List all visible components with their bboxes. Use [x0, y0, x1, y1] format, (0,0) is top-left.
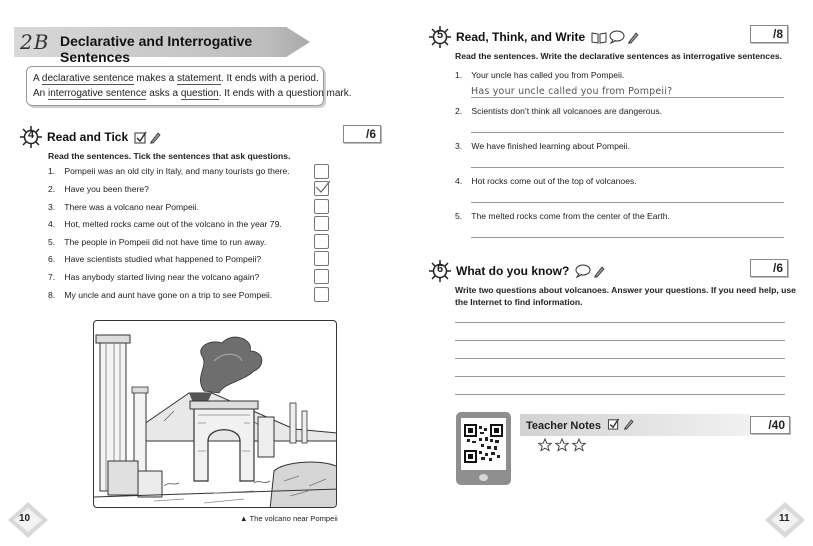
- speech-bubble-icon: [575, 264, 591, 278]
- item-text: Hot rocks come out of the top of volcanoes.: [471, 176, 637, 186]
- page-number-right: 11: [779, 513, 790, 524]
- item-text: The people in Pompeii did not have time to run away.: [64, 237, 267, 247]
- sun-number-badge: [429, 26, 451, 48]
- list-item: [48, 290, 272, 300]
- activity-icons: [134, 131, 161, 144]
- item-number: 3.: [48, 202, 56, 212]
- tablet-qr-device: [456, 412, 511, 485]
- list-item: [48, 219, 282, 229]
- teacher-notes-title: Teacher Notes: [526, 420, 601, 432]
- section-4-score: /6: [343, 125, 381, 143]
- page-number-left: 10: [19, 513, 31, 524]
- page-number-badge-left: [6, 500, 50, 540]
- rating-stars: [538, 438, 586, 452]
- book-icon: [591, 31, 607, 44]
- qr-code[interactable]: [461, 418, 506, 470]
- item-text: We have finished learning about Pompeii.: [471, 141, 630, 151]
- section-title: What do you know?: [456, 264, 570, 278]
- pencil-icon: [627, 31, 639, 44]
- tick-box[interactable]: [314, 164, 329, 179]
- section-title: Read and Tick: [47, 130, 129, 144]
- left-page: [0, 0, 406, 546]
- activity-icons: [591, 30, 639, 44]
- item-number: 2.: [455, 106, 463, 116]
- item-text: Pompeii was an old city in Italy, and many tourists go there.: [64, 166, 290, 176]
- item-text: My uncle and aunt have gone on a trip to see Pompeii.: [64, 290, 273, 300]
- section-6-instruction-line-1: Write two questions about volcanoes. Answer your questions. If you need help, use: [455, 285, 796, 295]
- section-5-instruction: Read the sentences. Write the declarative sentences as interrogative sentences.: [455, 51, 783, 61]
- section-number: 6: [436, 263, 444, 275]
- volcano-ruins-drawing: [94, 321, 337, 508]
- answer-line[interactable]: [471, 167, 784, 168]
- star-icon[interactable]: [538, 438, 552, 452]
- list-item: [455, 70, 624, 80]
- answer-line[interactable]: [471, 97, 784, 98]
- definition-box: [26, 66, 352, 106]
- checkbox-icon: [607, 418, 620, 430]
- item-number: 3.: [455, 141, 463, 151]
- section-4-instruction: Read the sentences. Tick the sentences that ask questions.: [48, 151, 291, 161]
- definition-line-declarative: [33, 71, 317, 86]
- lesson-id: 2B: [20, 30, 50, 54]
- section-title: Read, Think, and Write: [456, 30, 586, 44]
- section-6-instruction-line-2: the Internet to find information.: [455, 297, 583, 307]
- item-text: Have scientists studied what happened to Pompeii?: [64, 254, 262, 264]
- list-item: [48, 166, 290, 176]
- tick-box[interactable]: [314, 216, 329, 231]
- item-number: 6.: [48, 254, 56, 264]
- item-text: Your uncle has called you from Pompeii.: [471, 70, 625, 80]
- teacher-notes-header: [526, 418, 634, 432]
- item-number: 1.: [455, 70, 463, 80]
- definition-line-interrogative: [33, 86, 352, 101]
- key-question: question: [180, 88, 219, 99]
- total-score: /40: [750, 416, 790, 434]
- list-item: [48, 202, 199, 212]
- term-interrogative: interrogative sentence: [48, 88, 147, 99]
- answer-line[interactable]: [471, 237, 784, 238]
- item-number: 4.: [455, 176, 463, 186]
- pencil-icon: [593, 265, 605, 278]
- activity-icons: [575, 264, 605, 278]
- section-5-score: /8: [750, 25, 788, 43]
- answer-line[interactable]: [455, 322, 785, 323]
- item-text: The melted rocks come from the center of the Earth.: [471, 211, 670, 221]
- answer-line[interactable]: [455, 340, 785, 341]
- def-text: . It ends with a question mark.: [218, 88, 352, 99]
- key-statement: statement: [177, 73, 221, 84]
- list-item: [455, 141, 630, 151]
- sample-answer: Has your uncle called you from Pompeii?: [471, 86, 673, 97]
- item-number: 5.: [48, 237, 56, 247]
- section-number: 4: [27, 129, 35, 141]
- item-number: 5.: [455, 211, 463, 221]
- section-number: 5: [436, 29, 444, 41]
- term-declarative: declarative sentence: [41, 73, 134, 84]
- answer-line[interactable]: [471, 132, 784, 133]
- section-4-header: [20, 126, 161, 148]
- check-mark-icon: [315, 180, 330, 195]
- item-text: There was a volcano near Pompeii.: [64, 202, 199, 212]
- answer-line[interactable]: [455, 394, 785, 395]
- list-item: [48, 254, 261, 264]
- tick-box[interactable]: [314, 269, 329, 284]
- item-text: Hot, melted rocks came out of the volcano in the year 79.: [64, 219, 282, 229]
- list-item: [455, 106, 662, 116]
- pencil-icon: [623, 418, 634, 430]
- checkbox-icon: [134, 131, 147, 144]
- sun-number-badge: [20, 126, 42, 148]
- item-number: 7.: [48, 272, 56, 282]
- tick-box[interactable]: [314, 251, 329, 266]
- item-text: Have you been there?: [64, 184, 149, 194]
- section-6-score: /6: [750, 259, 788, 277]
- section-5-header: [429, 26, 639, 48]
- answer-line[interactable]: [455, 358, 785, 359]
- list-item: [455, 211, 670, 221]
- star-icon[interactable]: [572, 438, 586, 452]
- item-text: Scientists don’t think all volcanoes are dangerous.: [471, 106, 662, 116]
- sun-number-badge: [429, 260, 451, 282]
- illustration-caption: ▲ The volcano near Pompeii: [240, 514, 338, 523]
- def-text: makes a: [133, 73, 177, 84]
- list-item: [48, 184, 149, 194]
- item-text: Has anybody started living near the volcano again?: [64, 272, 260, 282]
- def-text: asks a: [146, 88, 181, 99]
- def-text: . It ends with a period.: [220, 73, 319, 84]
- def-text: An: [33, 88, 49, 99]
- def-text: A: [33, 73, 42, 84]
- item-number: 1.: [48, 166, 56, 176]
- speech-bubble-icon: [609, 30, 625, 44]
- pencil-icon: [149, 131, 161, 144]
- answer-line[interactable]: [455, 376, 785, 377]
- page-number-badge-right: [763, 500, 807, 540]
- section-6-header: [429, 260, 605, 282]
- star-icon[interactable]: [555, 438, 569, 452]
- answer-line[interactable]: [471, 202, 784, 203]
- item-number: 4.: [48, 219, 56, 229]
- list-item: [48, 272, 259, 282]
- item-number: 2.: [48, 184, 56, 194]
- tick-box[interactable]: [314, 234, 329, 249]
- tick-box[interactable]: [314, 287, 329, 302]
- tablet-home-button: [479, 474, 488, 481]
- lesson-title: Declarative and Interrogative Sentences: [60, 33, 253, 65]
- tick-box-checked[interactable]: [314, 181, 329, 196]
- list-item: [455, 176, 637, 186]
- tick-box[interactable]: [314, 199, 329, 214]
- lesson-banner: [14, 27, 310, 65]
- pompeii-illustration: [93, 320, 337, 508]
- qr-code-icon: [461, 418, 506, 470]
- item-number: 8.: [48, 290, 56, 300]
- list-item: [48, 237, 266, 247]
